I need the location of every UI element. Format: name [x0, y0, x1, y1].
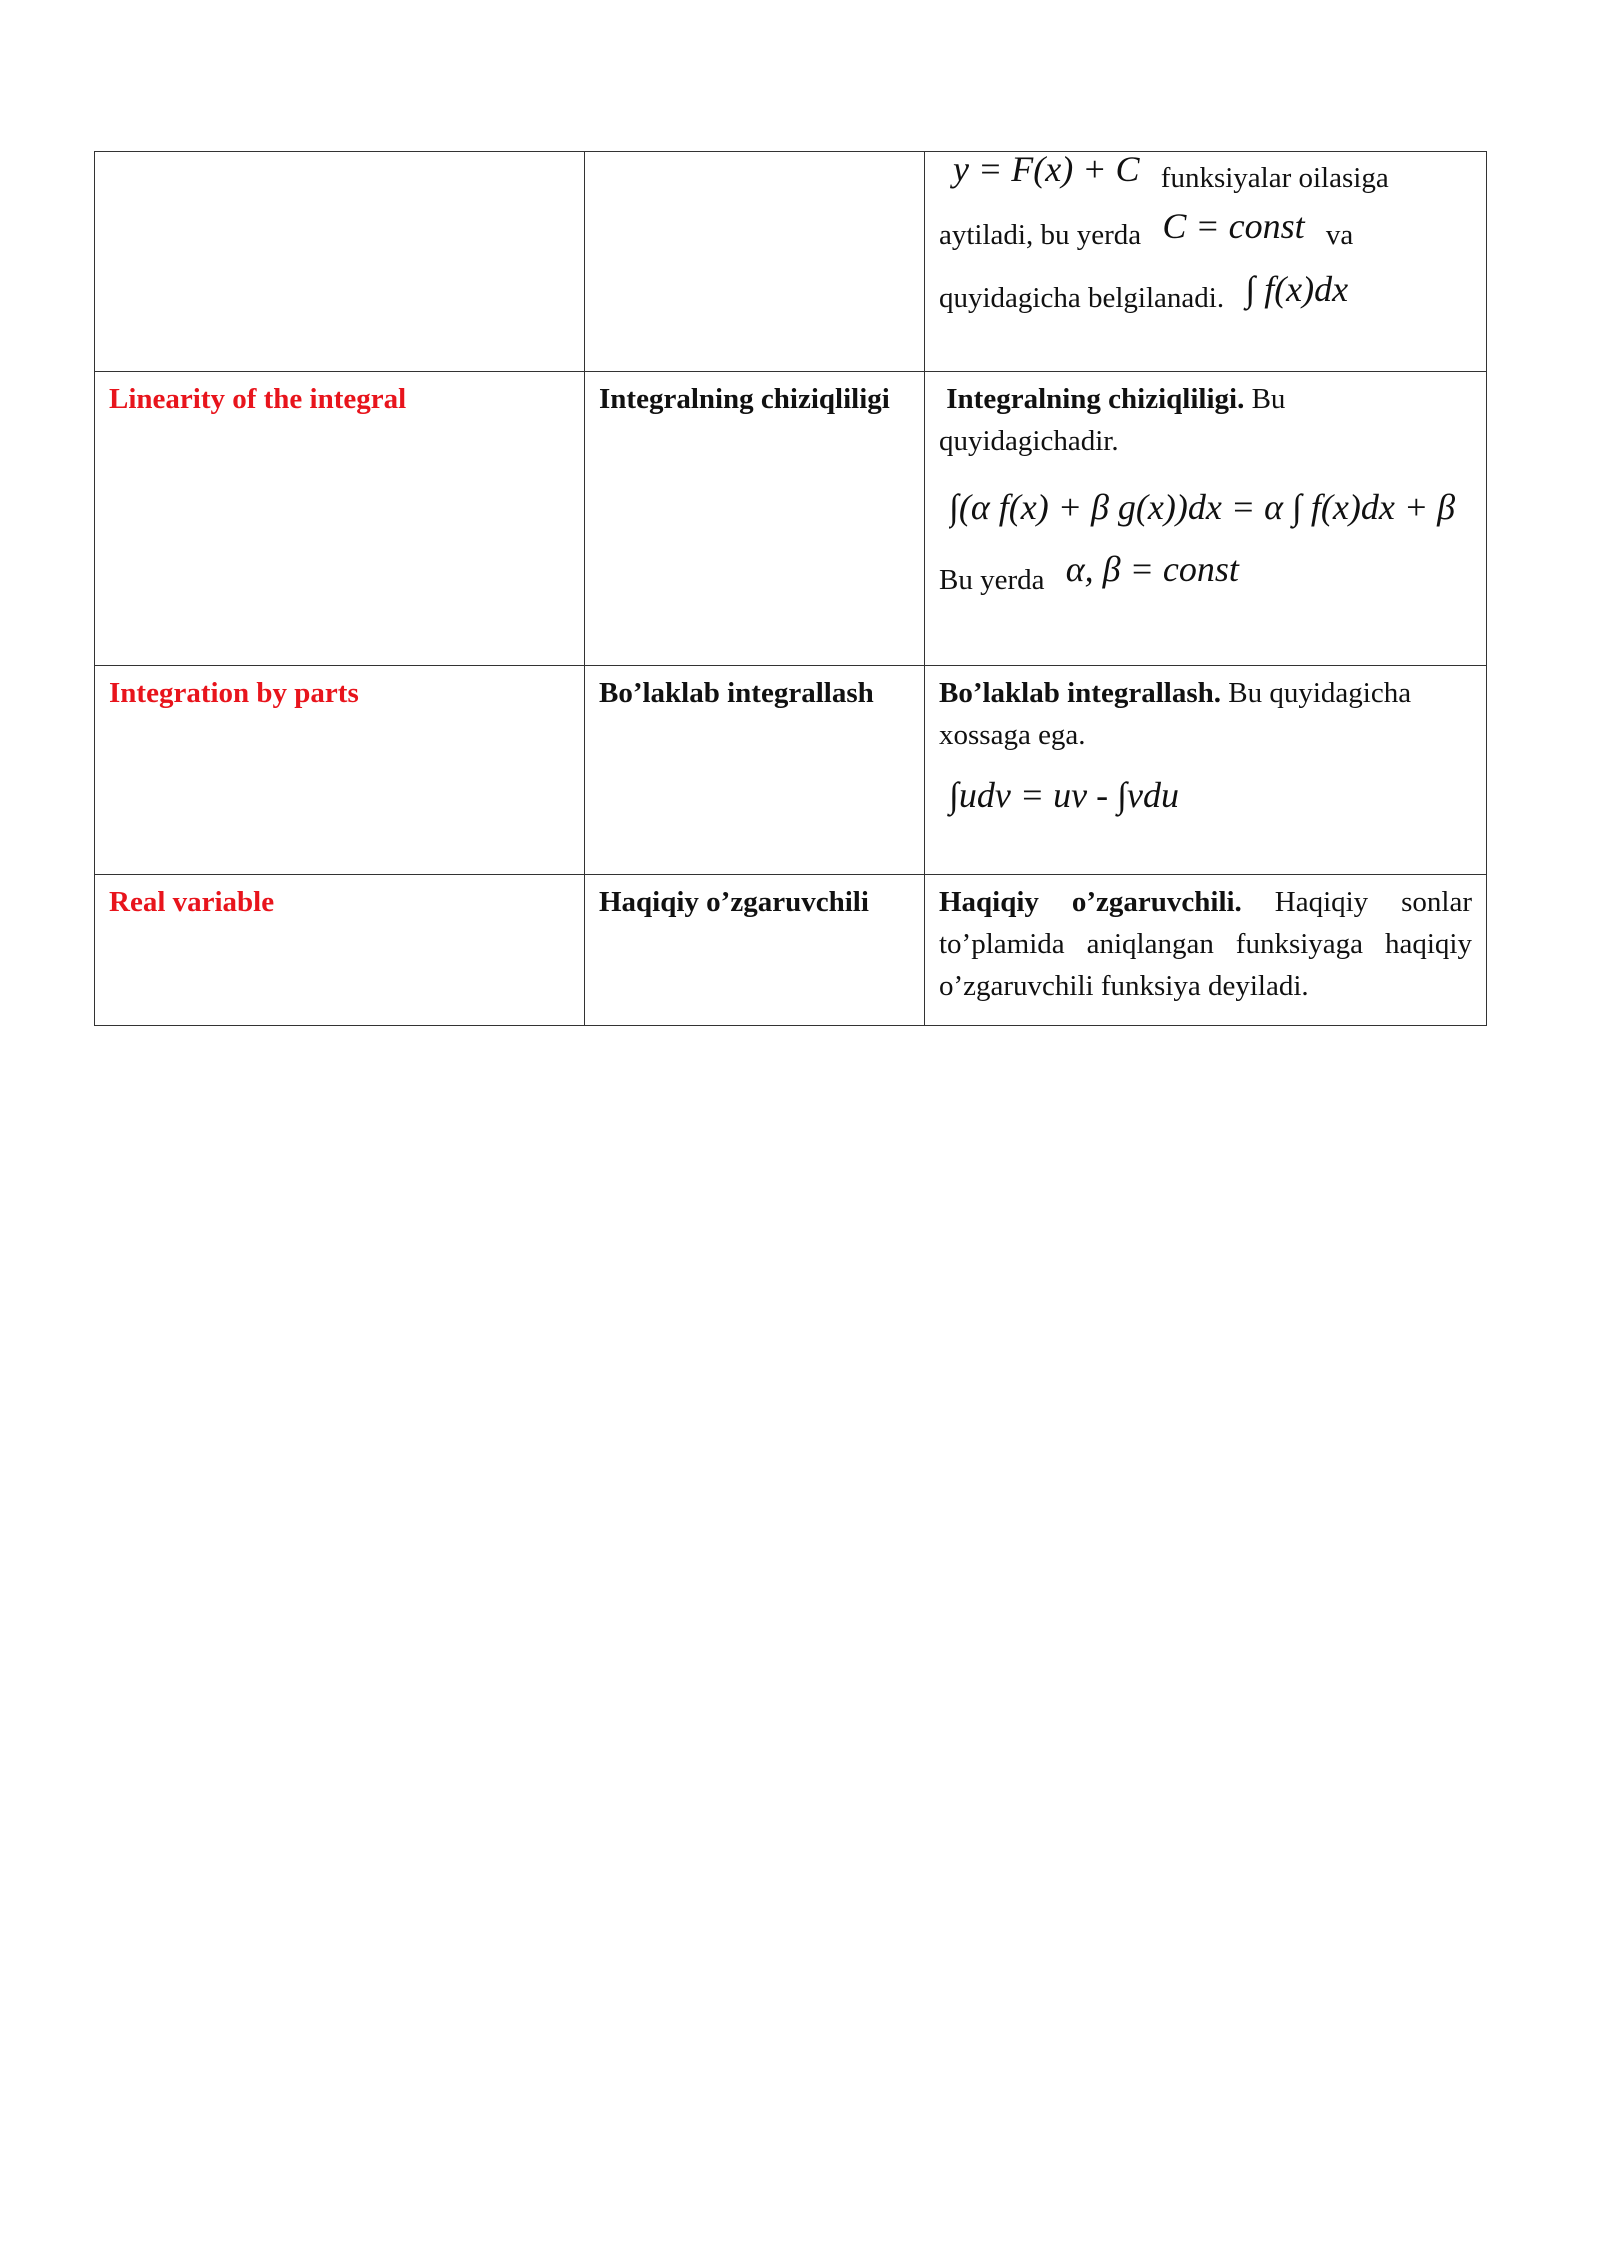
uzbek-term-cell [585, 666, 925, 875]
constants-formula: α, β = const [1065, 549, 1239, 589]
linearity-formula: ∫(α f(x) + β g(x))dx = α ∫ f(x)dx + β [949, 487, 1456, 527]
definition-heading: Integralning chiziqliligi. [946, 383, 1245, 415]
definition-text: va [1325, 219, 1354, 251]
definition-text: funksiyalar oilasiga [1160, 162, 1389, 194]
table-row [95, 372, 1487, 666]
glossary-table [94, 151, 1487, 1026]
table-row [95, 152, 1487, 372]
english-term-cell [95, 875, 585, 1026]
definition-line [939, 206, 1472, 256]
uzbek-term-cell [585, 372, 925, 666]
definition-text: quyidagicha belgilanadi. [939, 282, 1225, 314]
uzbek-term: Integralning chiziqliligi [599, 383, 890, 415]
english-term: Linearity of the integral [109, 383, 407, 415]
definition-cell [925, 875, 1487, 1026]
integral-formula: ∫ f(x)dx [1245, 269, 1349, 309]
uzbek-term: Haqiqiy o’zgaruvchili [599, 886, 869, 918]
english-term-cell [95, 666, 585, 875]
table-row [95, 875, 1487, 1026]
uzbek-term-cell [585, 875, 925, 1026]
english-term: Integration by parts [109, 677, 359, 709]
definition-paragraph [939, 383, 1285, 457]
english-term-cell [95, 152, 585, 372]
formula-line [949, 486, 1472, 542]
uzbek-term: Bo’laklab integrallash [599, 677, 874, 709]
english-term: Real variable [109, 886, 275, 918]
definition-line [939, 549, 1472, 601]
english-term-cell [95, 372, 585, 666]
definition-cell [925, 666, 1487, 875]
definition-heading: Haqiqiy o’zgaruvchili. [939, 886, 1242, 918]
integration-by-parts-formula: ∫udv = uv - ∫vdu [949, 775, 1179, 815]
definition-cell [925, 372, 1487, 666]
definition-text: Bu quyidagichadir. [939, 383, 1286, 457]
formula-line [949, 774, 1472, 819]
definition-paragraph [939, 677, 1411, 751]
definition-text: Bu yerda [939, 564, 1045, 596]
definition-text: Bu quyidagicha xossaga ega. [939, 677, 1412, 751]
definition-text: Haqiqiy sonlar to’plamida aniqlangan funksiyaga haqiqiy o’zgaruvchili funksiya deyiladi. [939, 886, 1472, 1002]
antiderivative-formula: y = F(x) + C [953, 149, 1140, 189]
definition-heading: Bo’laklab integrallash. [939, 677, 1221, 709]
definition-text: aytiladi, bu yerda [939, 219, 1142, 251]
uzbek-term-cell [585, 152, 925, 372]
definition-line [939, 149, 1472, 199]
table-row [95, 666, 1487, 875]
definition-cell [925, 149, 1487, 372]
constant-formula: C = const [1162, 206, 1305, 246]
definition-line [939, 269, 1472, 319]
